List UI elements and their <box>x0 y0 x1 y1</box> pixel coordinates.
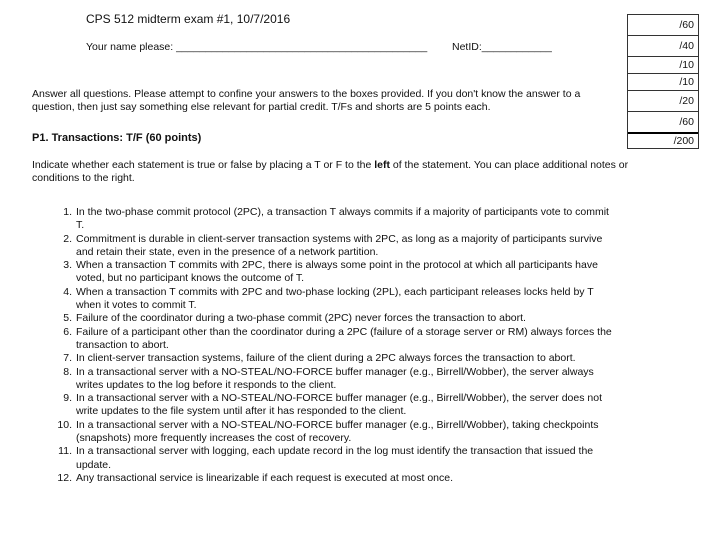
question-text: Failure of a participant other than the coordinator during a 2PC (failure of a storage server or RM) always forces the transaction to abort. <box>76 325 612 351</box>
question-number: 11. <box>58 445 72 458</box>
question-text: Failure of the coordinator during a two-phase commit (2PC) never forces the transaction to abort. <box>76 312 526 325</box>
question-text: In client-server transaction systems, failure of the client during a 2PC always forces the transaction to abort. <box>76 352 576 365</box>
question-number: 12. <box>57 471 72 484</box>
score-cell: /20 <box>628 90 698 111</box>
instr-text: Indicate whether each statement is true or false by placing a T or F to the <box>32 159 375 171</box>
instr-bold: left <box>374 159 390 171</box>
question-item <box>52 286 612 313</box>
question-number: 10. <box>57 418 72 431</box>
score-cell: /60 <box>628 111 698 132</box>
question-item <box>52 312 612 325</box>
question-item <box>52 366 612 393</box>
score-cell: /40 <box>628 35 698 56</box>
intro-instructions: Answer all questions. Please attempt to confine your answers to the boxes provided. If you don't know the answer to a question, then just say something else relevant for partial credit. T/Fs and shorts are 5 points each. <box>32 88 581 113</box>
score-cell: /10 <box>628 56 698 73</box>
question-text: In a transactional server with a NO-STEAL/NO-FORCE buffer manager (e.g., Birrell/Wobber), taking checkpoints (snapshots) more frequently increases the cost of recovery. <box>76 418 599 445</box>
question-item <box>52 472 612 485</box>
instr-text: of the statement. You can place additional notes or conditions to the right. <box>32 159 629 184</box>
question-item <box>52 352 612 365</box>
question-text: When a transaction T commits with 2PC, there is always some point in the protocol at which all participants have voted, but no participant knows the outcome of T. <box>76 259 598 285</box>
question-number: 4. <box>63 285 72 298</box>
question-number: 5. <box>63 312 72 325</box>
name-field[interactable]: Your name please: ___________________________________________ <box>86 41 428 53</box>
question-number: 9. <box>63 392 72 405</box>
question-text: Commitment is durable in client-server transaction systems with 2PC, as long as a majority of participants survive and retain their state, even in the presence of a network partition. <box>76 232 603 258</box>
score-total: /200 <box>628 132 698 148</box>
question-number: 7. <box>63 352 72 365</box>
section-heading: P1. Transactions: T/F (60 points) <box>32 132 202 144</box>
exam-title: CPS 512 midterm exam #1, 10/7/2016 <box>86 12 291 26</box>
question-item <box>52 419 612 446</box>
question-text: In a transactional server with a NO-STEAL/NO-FORCE buffer manager (e.g., Birrell/Wobber), the server does not write updates to the file system until after it has responded to the client. <box>76 392 602 418</box>
question-text: When a transaction T commits with 2PC and two-phase locking (2PL), each participant releases locks held by T when it votes to commit T. <box>76 285 594 312</box>
question-number: 6. <box>63 325 72 338</box>
question-list <box>52 206 612 485</box>
question-text: In a transactional server with a NO-STEAL/NO-FORCE buffer manager (e.g., Birrell/Wobber), the server always writes updates to the log before it responds to the client. <box>76 365 594 391</box>
question-number: 3. <box>63 259 72 272</box>
question-item <box>52 326 612 353</box>
question-item <box>52 445 612 472</box>
netid-field[interactable]: NetID:____________ <box>452 41 552 53</box>
question-text: In a transactional server with logging, each update record in the log must identify the transaction that issued the update. <box>76 445 594 471</box>
score-table <box>627 14 699 149</box>
question-item <box>52 392 612 419</box>
question-number: 2. <box>63 232 72 245</box>
question-item <box>52 233 612 260</box>
question-item <box>52 206 612 233</box>
score-cell: /60 <box>628 14 698 35</box>
question-item <box>52 259 612 286</box>
question-number: 8. <box>63 365 72 378</box>
question-text: In the two-phase commit protocol (2PC), a transaction T always commits if a majority of participants vote to commit T. <box>76 206 609 232</box>
question-number: 1. <box>63 206 72 218</box>
score-cell: /10 <box>628 73 698 90</box>
question-text: Any transactional service is linearizable if each request is executed at most once. <box>76 471 454 484</box>
section-instructions <box>32 159 672 185</box>
